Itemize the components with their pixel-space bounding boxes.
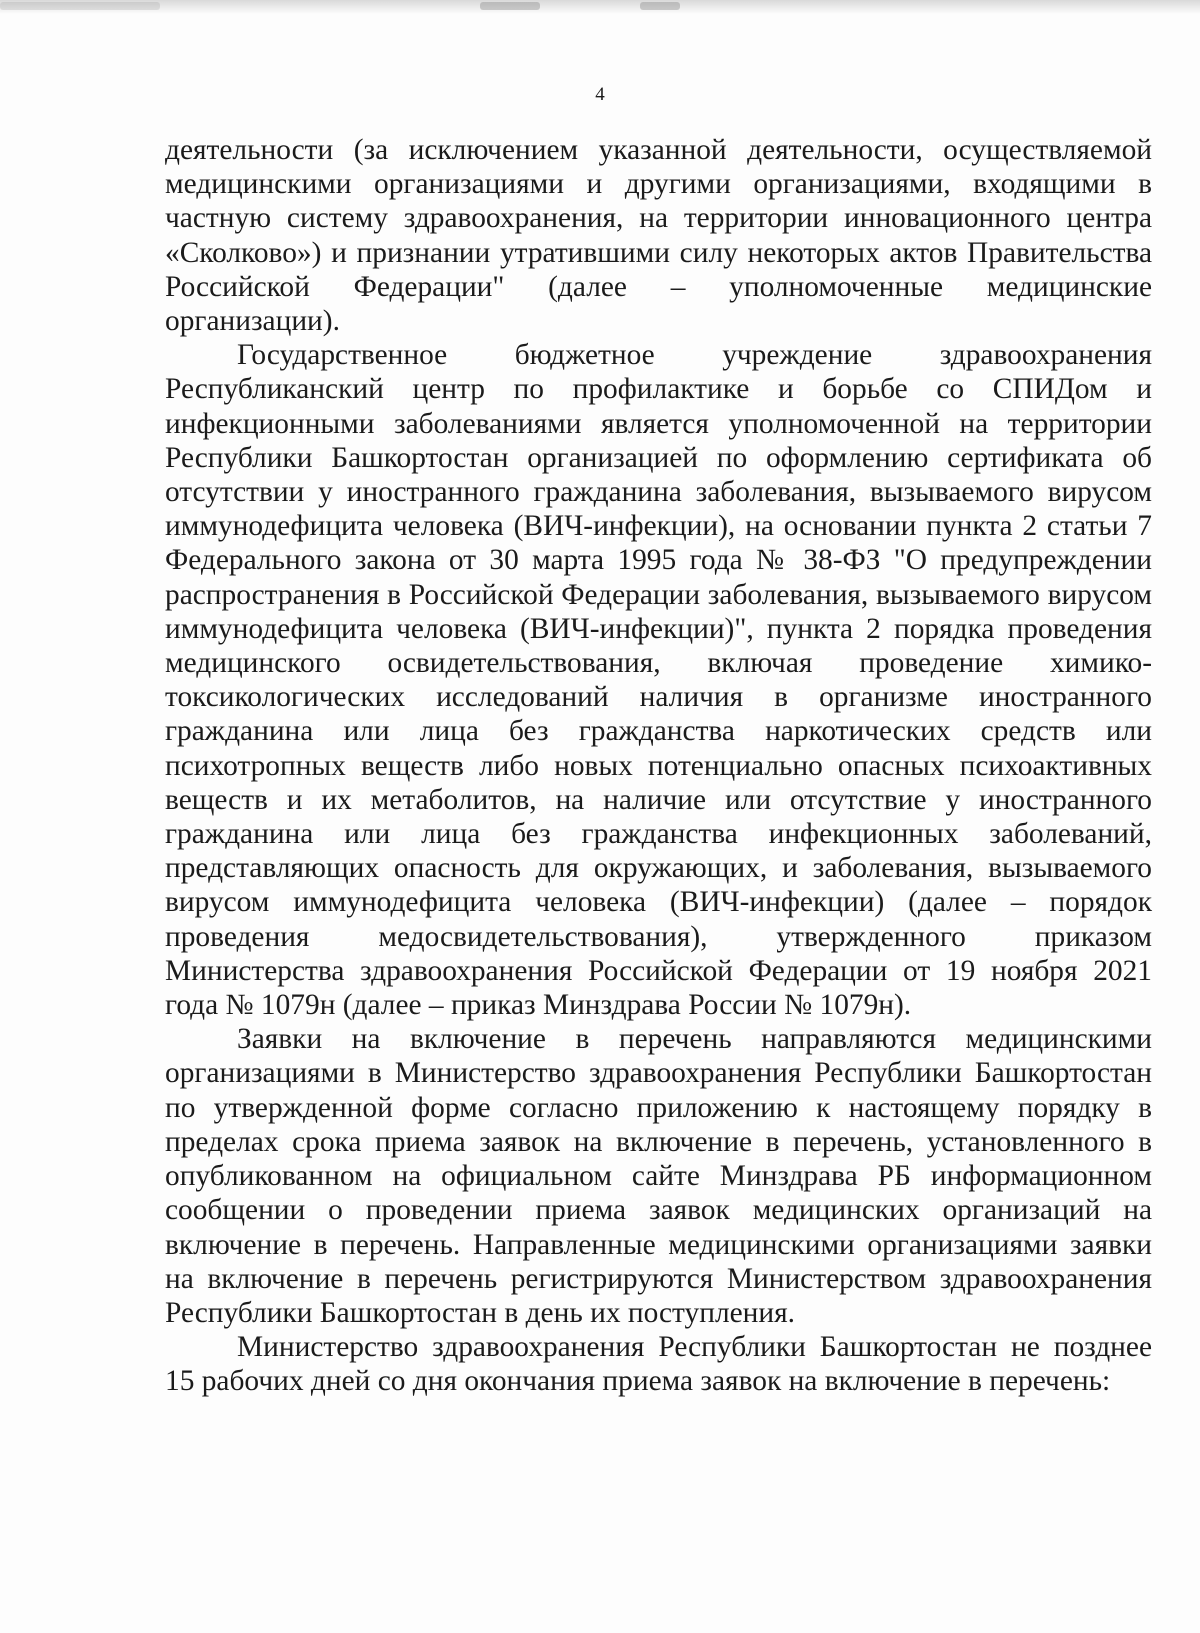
paragraph: Министерство здравоохранения Республики Башкортостан не позднее 15 рабочих дней со дня окончания приема заявок на включение в перечень: <box>165 1331 1152 1398</box>
scan-artifact <box>480 2 540 10</box>
page-number: 4 <box>595 84 605 105</box>
scan-artifact <box>0 2 160 10</box>
paragraph: Заявки на включение в перечень направляются медицинскими организациями в Министерство здравоохранения Республики Башкортостан по утвержденной форме согласно приложению к настоящему порядку в пределах срока приема заявок на включение в перечень, установленного в опубликованном на официальном сайте Минздрава РБ информационном сообщении о проведении приема заявок медицинских организаций на включение в перечень. Направленные медицинскими организациями заявки на включение в перечень регистрируются Министерством здравоохранения Республики Башкортостан в день их поступления. <box>165 1023 1152 1329</box>
paragraph: Государственное бюджетное учреждение здравоохранения Республиканский центр по профилактике и борьбе со СПИДом и инфекционными заболеваниями является уполномоченной на территории Республики Башкортостан организацией по оформлению сертификата об отсутствии у иностранного гражданина заболевания, вызываемого вирусом иммунодефицита человека (ВИЧ-инфекции), на основании пункта 2 статьи 7 Федерального закона от 30 марта 1995 года № 38-ФЗ "О предупреждении распространения в Российской Федерации заболевания, вызываемого вирусом иммунодефицита человека (ВИЧ-инфекции)", пункта 2 порядка проведения медицинского освидетельствования, включая проведение химико-токсикологических исследований наличия в организме иностранного гражданина или лица без гражданства наркотических средств или психотропных веществ либо новых потенциально опасных психоактивных веществ и их метаболитов, на наличие или отсутствие у иностранного гражданина или лица без гражданства инфекционных заболеваний, представляющих опасность для окружающих, и заболевания, вызываемого вирусом иммунодефицита человека (ВИЧ-инфекции) (далее – порядок проведения медосвидетельствования), утвержденного приказом Министерства здравоохранения Российской Федерации от 19 ноября 2021 года № 1079н (далее – приказ Минздрава России № 1079н). <box>165 339 1152 1022</box>
paragraph-continuation: деятельности (за исключением указанной деятельности, осуществляемой медицинскими организациями и другими организациями, входящими в частную систему здравоохранения, на территории инновационного центра «Сколково») и признании утратившими силу некоторых актов Правительства Российской Федерации" (далее – уполномоченные медицинские организации). <box>165 134 1152 338</box>
document-body <box>165 133 1152 1399</box>
scan-artifact <box>640 2 680 10</box>
scan-edge-shadow <box>0 0 1200 14</box>
